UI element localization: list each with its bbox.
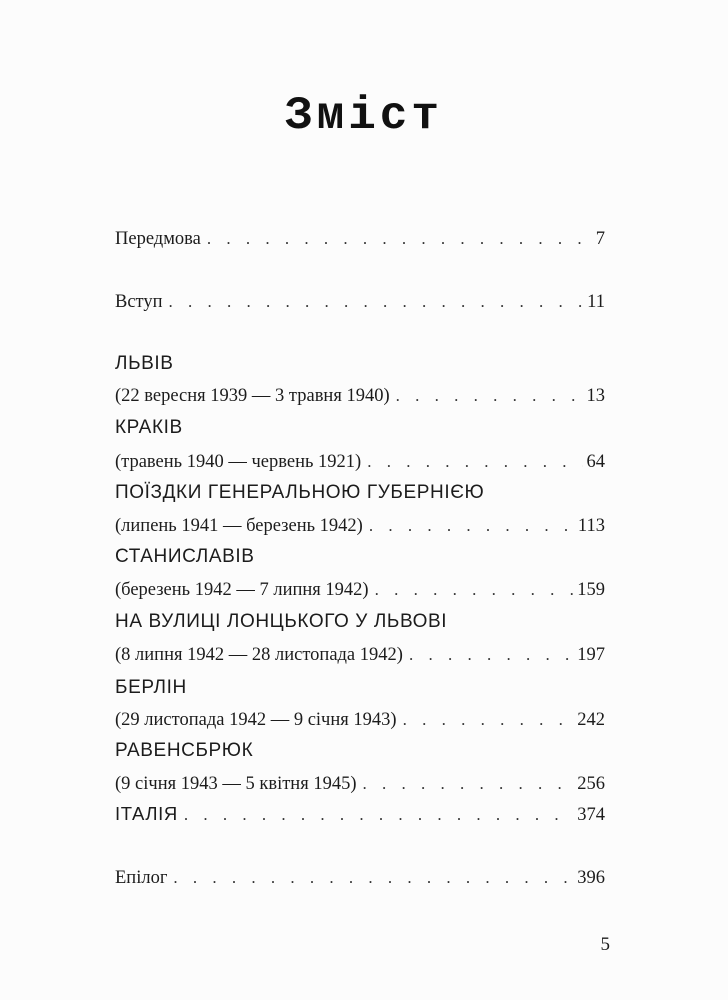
- toc-entry-page: 159: [577, 580, 605, 600]
- toc-entry-page: 13: [586, 386, 605, 406]
- toc-entry-krakiv: [115, 450, 605, 474]
- part-title-lontskoho: НА ВУЛИЦІ ЛОНЦЬКОГО У ЛЬВОВІ: [115, 611, 448, 632]
- dot-leader: [403, 708, 574, 732]
- toc-entry-label: (9 січня 1943 — 5 квітня 1945): [115, 774, 357, 794]
- part-title-trips: ПОЇЗДКИ ГЕНЕРАЛЬНОЮ ГУБЕРНІЄЮ: [115, 482, 485, 503]
- toc-entry-label: (березень 1942 — 7 липня 1942): [115, 580, 369, 600]
- toc-entry-intro: [115, 290, 605, 314]
- dot-leader: [169, 290, 584, 314]
- toc-entry-epilogue: [115, 866, 605, 890]
- toc-entry-page: 374: [577, 805, 605, 825]
- dot-leader: [409, 643, 573, 667]
- toc-entry-page: 396: [577, 868, 605, 888]
- dot-leader: [375, 578, 574, 602]
- part-title-stanyslaviv: СТАНИСЛАВІВ: [115, 546, 255, 567]
- toc-entry-berlin: [115, 708, 605, 732]
- toc-entry-page: 197: [577, 645, 605, 665]
- toc-entry-page: 64: [586, 452, 605, 472]
- toc-entry-page: 7: [595, 229, 605, 249]
- dot-leader: [363, 772, 574, 796]
- toc-entry-label: Вступ: [115, 292, 163, 312]
- toc-entry-lontskoho: [115, 643, 605, 667]
- toc-entry-label: (29 листопада 1942 — 9 січня 1943): [115, 710, 397, 730]
- toc-entry-label: (липень 1941 — березень 1942): [115, 516, 363, 536]
- page-title: Зміст: [284, 90, 444, 142]
- toc-entry-label: ІТАЛІЯ: [115, 803, 178, 824]
- toc-entry-label: Епілог: [115, 868, 168, 888]
- toc-entry-label: (травень 1940 — червень 1921): [115, 452, 362, 472]
- dot-leader: [396, 384, 583, 408]
- dot-leader: [173, 866, 573, 890]
- part-title-krakiv: КРАКІВ: [115, 417, 183, 438]
- toc-entry-ravensbruck: [115, 772, 605, 796]
- part-title-ravensbruck: РАВЕНСБРЮК: [115, 740, 254, 761]
- toc-entry-trips: [115, 514, 605, 538]
- toc-entry-lviv: [115, 384, 605, 408]
- dot-leader: [207, 227, 592, 251]
- toc-entry-stanyslaviv: [115, 578, 605, 602]
- dot-leader: [367, 450, 582, 474]
- dot-leader: [369, 514, 574, 538]
- toc-entry-label: (8 липня 1942 — 28 листопада 1942): [115, 645, 403, 665]
- dot-leader: [184, 803, 573, 827]
- toc-entry-page: 256: [577, 774, 605, 794]
- toc-entry-italy: [115, 802, 605, 826]
- part-title-berlin: БЕРЛІН: [115, 677, 187, 698]
- toc-entry-label: (22 вересня 1939 — 3 травня 1940): [115, 386, 390, 406]
- part-title-lviv: ЛЬВІВ: [115, 353, 174, 374]
- toc-entry-label: Передмова: [115, 229, 201, 249]
- toc-entry-page: 242: [577, 710, 605, 730]
- page-number: 5: [600, 934, 610, 955]
- toc-entry-page: 113: [577, 516, 605, 536]
- toc-entry-preface: [115, 227, 605, 251]
- toc-entry-page: 11: [587, 292, 605, 312]
